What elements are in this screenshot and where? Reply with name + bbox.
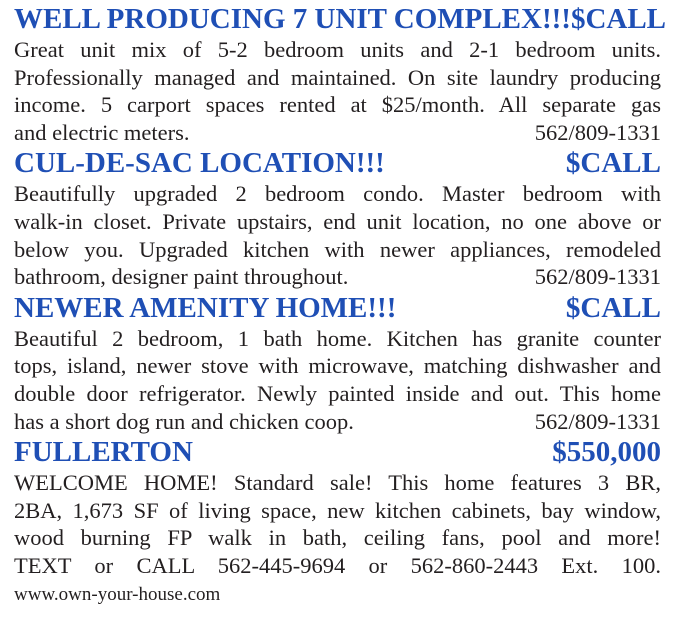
description-line: Beautifully upgraded 2 bedroom condo. Master bedroom with	[14, 181, 661, 207]
listing-description	[14, 469, 661, 579]
listing-price: $CALL	[570, 3, 667, 35]
description-line: income. 5 carport spaces rented at $25/month. All separate gas	[14, 92, 661, 118]
listing-heading	[14, 146, 661, 180]
listing-heading	[14, 2, 667, 36]
description-line: Beautiful 2 bedroom, 1 bath home. Kitchen has granite counter	[14, 325, 661, 351]
listing-headline: CUL-DE-SAC LOCATION!!!	[14, 147, 385, 180]
description-last-line	[14, 119, 661, 147]
description-line: 2BA, 1,673 SF of living space, new kitchen cabinets, bay window,	[14, 497, 661, 523]
listing-description	[14, 180, 661, 290]
description-line: has a short dog run and chicken coop.	[14, 408, 354, 434]
website-link[interactable]: www.own-your-house.com	[14, 583, 221, 605]
contact-phone: 562/809-1331	[534, 264, 661, 290]
description-last-line	[14, 408, 661, 436]
listing-headline: WELL PRODUCING 7 UNIT COMPLEX!!!	[14, 3, 571, 35]
description-last-line	[14, 263, 661, 291]
listing-price: $CALL	[565, 147, 661, 180]
listing-heading	[14, 291, 661, 325]
description-line: tops, island, newer stove with microwave, matching dishwasher and	[14, 353, 661, 379]
listing-unit-complex	[14, 2, 667, 146]
description-line: double door refrigerator. Newly painted inside and out. This home	[14, 380, 661, 406]
description-line: and electric meters.	[14, 119, 190, 145]
contact-phone: 562/809-1331	[534, 119, 661, 145]
description-line: wood burning FP walk in bath, ceiling fans, pool and more!	[14, 525, 661, 551]
listing-headline: FULLERTON	[14, 436, 193, 469]
listing-heading	[14, 435, 661, 469]
listing-price: $CALL	[565, 291, 661, 324]
listing-fullerton	[14, 435, 661, 609]
classified-ads-page	[14, 2, 667, 627]
description-line: below you. Upgraded kitchen with newer appliances, remodeled	[14, 236, 661, 262]
description-line: Professionally managed and maintained. On site laundry producing	[14, 64, 661, 90]
listing-amenity-home	[14, 291, 661, 435]
listing-description	[14, 36, 661, 146]
description-line: WELCOME HOME! Standard sale! This home features 3 BR,	[14, 470, 661, 496]
listing-cul-de-sac	[14, 146, 661, 290]
contact-phone: 562/809-1331	[534, 408, 661, 434]
description-line: bathroom, designer paint throughout.	[14, 264, 349, 290]
listing-headline: NEWER AMENITY HOME!!!	[14, 291, 397, 324]
description-line: Great unit mix of 5-2 bedroom units and 2-1 bedroom units.	[14, 37, 661, 62]
listing-price: $550,000	[552, 436, 661, 469]
description-line: walk-in closet. Private upstairs, end unit location, no one above or	[14, 208, 661, 234]
listing-description	[14, 325, 661, 435]
description-line: TEXT or CALL 562-445-9694 or 562-860-2443 Ext. 100.	[14, 552, 661, 578]
